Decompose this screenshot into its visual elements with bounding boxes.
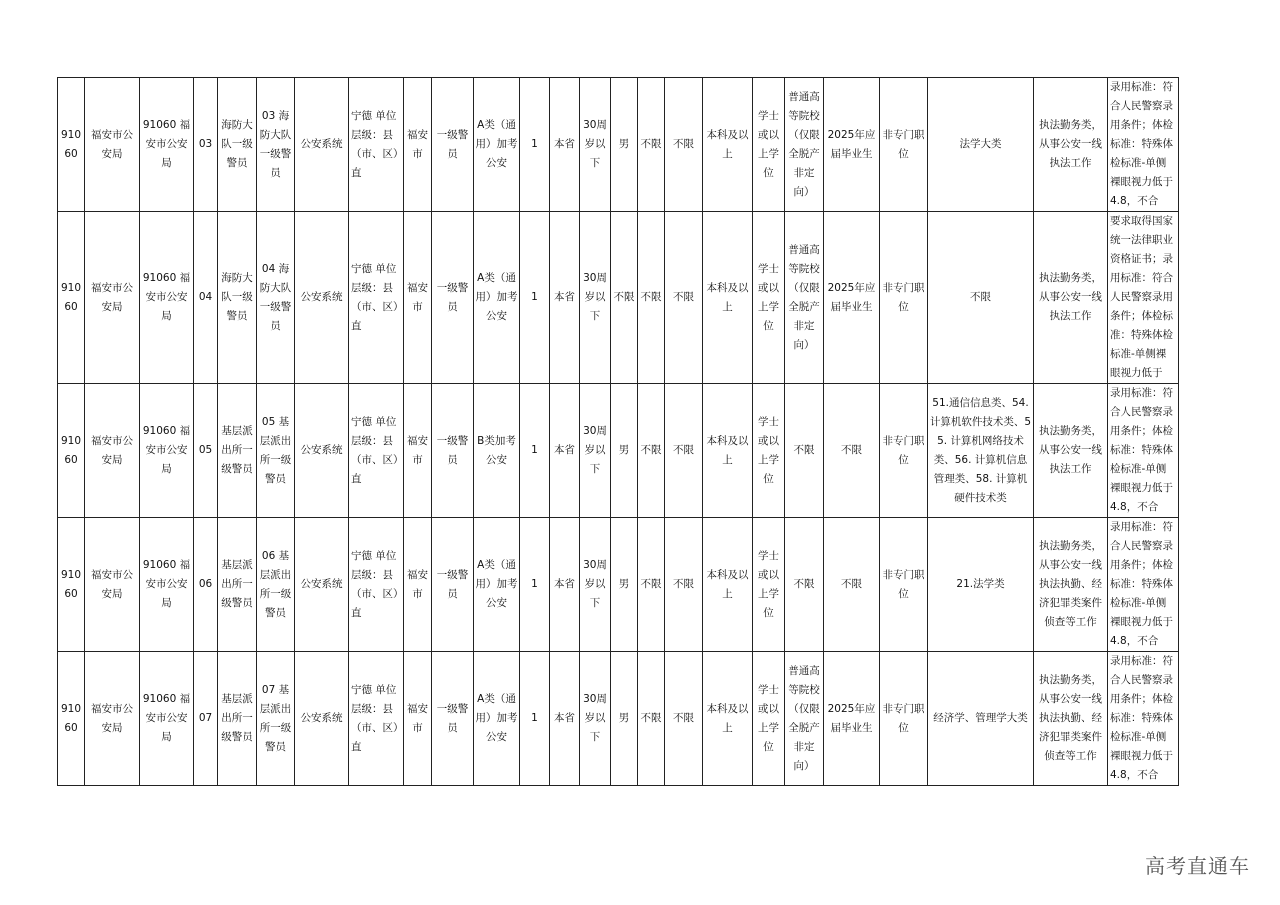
position-code: 06 bbox=[194, 518, 218, 652]
hire-count: 1 bbox=[520, 384, 550, 518]
rank: 一级警员 bbox=[432, 652, 474, 786]
age: 30周岁以下 bbox=[580, 518, 611, 652]
education: 本科及以上 bbox=[703, 384, 753, 518]
school-type: 普通高等院校（仅限全脱产非定向） bbox=[785, 212, 824, 384]
dept-code: 91060 bbox=[58, 78, 85, 212]
job-position-table bbox=[57, 77, 1179, 786]
position-name: 海防大队一级警员 bbox=[218, 78, 257, 212]
rank: 一级警员 bbox=[432, 384, 474, 518]
graduate-status: 2025年应届毕业生 bbox=[824, 78, 880, 212]
graduate-status: 不限 bbox=[824, 384, 880, 518]
position-code: 07 bbox=[194, 652, 218, 786]
major: 经济学、管理学大类 bbox=[928, 652, 1034, 786]
position-name: 基层派出所一级警员 bbox=[218, 518, 257, 652]
school-type: 不限 bbox=[785, 384, 824, 518]
exam-category: A类（通用）加考公安 bbox=[474, 78, 520, 212]
job-duties: 执法勤务类，从事公安一线执法工作 bbox=[1034, 384, 1108, 518]
political-status: 不限 bbox=[665, 652, 703, 786]
remarks bbox=[1108, 518, 1179, 652]
school-type: 不限 bbox=[785, 518, 824, 652]
region: 福安市 bbox=[404, 518, 432, 652]
unit-code-name: 91060 福安市公安局 bbox=[140, 212, 194, 384]
age: 30周岁以下 bbox=[580, 384, 611, 518]
unit-level: 宁德 单位层级：县（市、区）直 bbox=[349, 78, 404, 212]
education: 本科及以上 bbox=[703, 518, 753, 652]
table-row bbox=[58, 212, 1179, 384]
gender: 男 bbox=[611, 78, 638, 212]
job-duties: 执法勤务类，从事公安一线执法工作 bbox=[1034, 212, 1108, 384]
unit-code-name: 91060 福安市公安局 bbox=[140, 78, 194, 212]
job-duties: 执法勤务类，从事公安一线执法工作 bbox=[1034, 78, 1108, 212]
household: 本省 bbox=[550, 212, 580, 384]
household: 本省 bbox=[550, 652, 580, 786]
unit-code-name: 91060 福安市公安局 bbox=[140, 518, 194, 652]
rank: 一级警员 bbox=[432, 78, 474, 212]
graduate-status: 2025年应届毕业生 bbox=[824, 652, 880, 786]
system: 公安系统 bbox=[295, 78, 349, 212]
position-code: 05 bbox=[194, 384, 218, 518]
education: 本科及以上 bbox=[703, 78, 753, 212]
dept-code: 91060 bbox=[58, 212, 85, 384]
gender: 不限 bbox=[611, 212, 638, 384]
major: 不限 bbox=[928, 212, 1034, 384]
exam-category: A类（通用）加考公安 bbox=[474, 212, 520, 384]
unit-level: 宁德 单位层级：县（市、区）直 bbox=[349, 384, 404, 518]
hire-count: 1 bbox=[520, 78, 550, 212]
remarks-text: 录用标准：符合人民警察录用条件；体检标准：特殊体检标准-单侧裸眼视力低于4.8，不合 bbox=[1110, 655, 1173, 781]
unit-code-name: 91060 福安市公安局 bbox=[140, 652, 194, 786]
position-type: 非专门职位 bbox=[880, 652, 928, 786]
ethnicity: 不限 bbox=[638, 78, 665, 212]
table-row bbox=[58, 78, 1179, 212]
region: 福安市 bbox=[404, 212, 432, 384]
unit-code-name: 91060 福安市公安局 bbox=[140, 384, 194, 518]
education: 本科及以上 bbox=[703, 652, 753, 786]
graduate-status: 2025年应届毕业生 bbox=[824, 212, 880, 384]
dept-code: 91060 bbox=[58, 652, 85, 786]
remarks-text: 录用标准：符合人民警察录用条件；体检标准：特殊体检标准-单侧裸眼视力低于4.8，不合 bbox=[1110, 521, 1173, 647]
table-row bbox=[58, 652, 1179, 786]
hire-count: 1 bbox=[520, 652, 550, 786]
degree: 学士或以上学位 bbox=[753, 384, 785, 518]
position-code-name: 04 海防大队一级警员 bbox=[257, 212, 295, 384]
position-type: 非专门职位 bbox=[880, 518, 928, 652]
household: 本省 bbox=[550, 78, 580, 212]
dept-name: 福安市公安局 bbox=[85, 384, 140, 518]
gender: 男 bbox=[611, 652, 638, 786]
remarks bbox=[1108, 652, 1179, 786]
region: 福安市 bbox=[404, 384, 432, 518]
position-type: 非专门职位 bbox=[880, 78, 928, 212]
ethnicity: 不限 bbox=[638, 518, 665, 652]
rank: 一级警员 bbox=[432, 518, 474, 652]
exam-category: A类（通用）加考公安 bbox=[474, 652, 520, 786]
table-row bbox=[58, 384, 1179, 518]
ethnicity: 不限 bbox=[638, 212, 665, 384]
degree: 学士或以上学位 bbox=[753, 518, 785, 652]
household: 本省 bbox=[550, 384, 580, 518]
dept-name: 福安市公安局 bbox=[85, 518, 140, 652]
remarks bbox=[1108, 384, 1179, 518]
table-row bbox=[58, 518, 1179, 652]
gender: 男 bbox=[611, 518, 638, 652]
position-code: 04 bbox=[194, 212, 218, 384]
remarks bbox=[1108, 212, 1179, 384]
remarks-text: 要求取得国家统一法律职业资格证书；录用标准：符合人民警察录用条件；体检标准：特殊体检标准-单侧裸眼视力低于 bbox=[1110, 215, 1173, 379]
system: 公安系统 bbox=[295, 652, 349, 786]
age: 30周岁以下 bbox=[580, 78, 611, 212]
hire-count: 1 bbox=[520, 212, 550, 384]
watermark-text: 高考直通车 bbox=[1145, 854, 1250, 878]
age: 30周岁以下 bbox=[580, 212, 611, 384]
position-type: 非专门职位 bbox=[880, 212, 928, 384]
political-status: 不限 bbox=[665, 384, 703, 518]
political-status: 不限 bbox=[665, 78, 703, 212]
major: 法学大类 bbox=[928, 78, 1034, 212]
system: 公安系统 bbox=[295, 518, 349, 652]
dept-code: 91060 bbox=[58, 518, 85, 652]
position-type: 非专门职位 bbox=[880, 384, 928, 518]
dept-code: 91060 bbox=[58, 384, 85, 518]
gender: 男 bbox=[611, 384, 638, 518]
degree: 学士或以上学位 bbox=[753, 652, 785, 786]
system: 公安系统 bbox=[295, 212, 349, 384]
region: 福安市 bbox=[404, 652, 432, 786]
major: 51.通信信息类、54.计算机软件技术类、55. 计算机网络技术类、56. 计算机信息管理类、58. 计算机硬件技术类 bbox=[928, 384, 1034, 518]
exam-category: A类（通用）加考公安 bbox=[474, 518, 520, 652]
remarks-text: 录用标准：符合人民警察录用条件；体检标准：特殊体检标准-单侧裸眼视力低于4.8，不合 bbox=[1110, 387, 1173, 513]
position-code-name: 05 基层派出所一级警员 bbox=[257, 384, 295, 518]
major: 21.法学类 bbox=[928, 518, 1034, 652]
dept-name: 福安市公安局 bbox=[85, 212, 140, 384]
job-duties: 执法勤务类，从事公安一线执法执勤、经济犯罪类案件侦查等工作 bbox=[1034, 652, 1108, 786]
dept-name: 福安市公安局 bbox=[85, 78, 140, 212]
system: 公安系统 bbox=[295, 384, 349, 518]
rank: 一级警员 bbox=[432, 212, 474, 384]
job-duties: 执法勤务类，从事公安一线执法执勤、经济犯罪类案件侦查等工作 bbox=[1034, 518, 1108, 652]
exam-category: B类加考公安 bbox=[474, 384, 520, 518]
position-code-name: 03 海防大队一级警员 bbox=[257, 78, 295, 212]
political-status: 不限 bbox=[665, 518, 703, 652]
household: 本省 bbox=[550, 518, 580, 652]
position-code-name: 07 基层派出所一级警员 bbox=[257, 652, 295, 786]
political-status: 不限 bbox=[665, 212, 703, 384]
school-type: 普通高等院校（仅限全脱产非定向） bbox=[785, 652, 824, 786]
school-type: 普通高等院校（仅限全脱产非定向） bbox=[785, 78, 824, 212]
education: 本科及以上 bbox=[703, 212, 753, 384]
graduate-status: 不限 bbox=[824, 518, 880, 652]
dept-name: 福安市公安局 bbox=[85, 652, 140, 786]
hire-count: 1 bbox=[520, 518, 550, 652]
ethnicity: 不限 bbox=[638, 652, 665, 786]
position-name: 基层派出所一级警员 bbox=[218, 384, 257, 518]
unit-level: 宁德 单位层级：县（市、区）直 bbox=[349, 518, 404, 652]
position-code: 03 bbox=[194, 78, 218, 212]
region: 福安市 bbox=[404, 78, 432, 212]
ethnicity: 不限 bbox=[638, 384, 665, 518]
degree: 学士或以上学位 bbox=[753, 78, 785, 212]
degree: 学士或以上学位 bbox=[753, 212, 785, 384]
unit-level: 宁德 单位层级：县（市、区）直 bbox=[349, 652, 404, 786]
position-name: 海防大队一级警员 bbox=[218, 212, 257, 384]
age: 30周岁以下 bbox=[580, 652, 611, 786]
position-code-name: 06 基层派出所一级警员 bbox=[257, 518, 295, 652]
remarks-text: 录用标准：符合人民警察录用条件；体检标准：特殊体检标准-单侧裸眼视力低于4.8，不合 bbox=[1110, 81, 1173, 207]
position-name: 基层派出所一级警员 bbox=[218, 652, 257, 786]
remarks bbox=[1108, 78, 1179, 212]
unit-level: 宁德 单位层级：县（市、区）直 bbox=[349, 212, 404, 384]
